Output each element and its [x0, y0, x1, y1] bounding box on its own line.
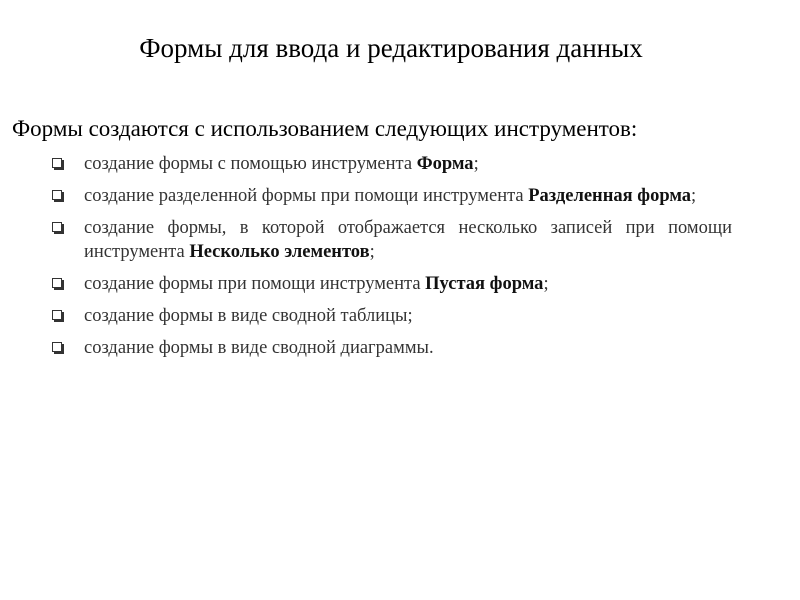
item-tool-name: Пустая форма [425, 274, 544, 294]
item-punctuation: ; [543, 274, 549, 294]
item-tool-name: Разделенная форма [528, 186, 692, 206]
checkbox-square-icon [52, 310, 62, 320]
slide-title: Формы для ввода и редактирования данных [139, 33, 643, 63]
item-text: создание формы в виде сводной диаграммы. [84, 338, 434, 358]
checkbox-square-icon [52, 278, 62, 288]
item-text: создание формы при помощи инструмента [84, 274, 426, 294]
item-tool-name: Несколько элементов [189, 242, 370, 262]
item-text: создание формы, в которой отображается несколько записей при помощи инструмента [84, 218, 732, 262]
list-item [44, 216, 732, 264]
item-punctuation: ; [473, 154, 479, 174]
checkbox-square-icon [52, 158, 62, 168]
list-item [44, 304, 732, 328]
checkbox-square-icon [52, 190, 62, 200]
list-item [44, 152, 732, 176]
list-item [44, 272, 732, 296]
item-text: создание разделенной формы при помощи инструмента [84, 186, 529, 206]
item-text: создание формы в виде сводной таблицы; [84, 306, 413, 326]
checkbox-square-icon [52, 222, 62, 232]
list-item [44, 184, 732, 208]
item-punctuation: ; [691, 186, 697, 206]
bullet-list [44, 152, 732, 368]
item-punctuation: ; [369, 242, 375, 262]
item-tool-name: Форма [416, 154, 474, 174]
item-text: создание формы с помощью инструмента [84, 154, 417, 174]
list-item [44, 336, 732, 360]
checkbox-square-icon [52, 342, 62, 352]
intro-text: Формы создаются с использованием следующих инструментов: [12, 116, 638, 141]
